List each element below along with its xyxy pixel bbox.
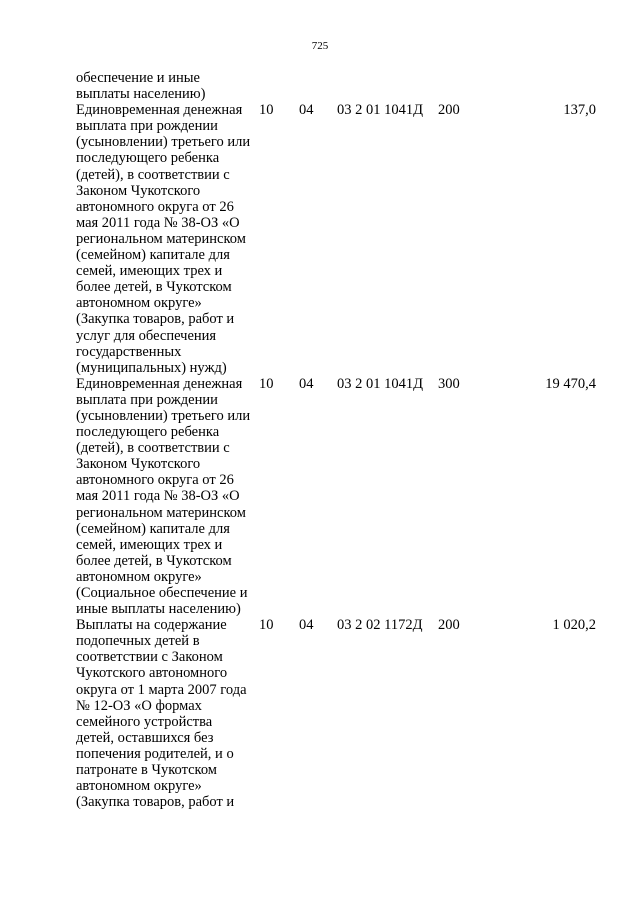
page-number: 725	[311, 40, 329, 52]
table-row-continuation	[76, 70, 596, 102]
budget-table	[76, 70, 596, 810]
target-article-code: 03 2 01 1041Д	[337, 375, 424, 392]
section-code: 10	[259, 375, 274, 392]
section-code: 10	[259, 102, 274, 119]
amount-value: 1 020,2	[552, 617, 596, 634]
subsection-code: 04	[299, 375, 314, 392]
section-code: 10	[259, 617, 274, 634]
row-description: Выплаты на содержание подопечных детей в соответствии с Законом Чукотского автономного округа от 1 марта 2007 года № 12-ОЗ «О формах семейного устройства детей, оставшихся без попечения родителей, и о патронате в Чукотском автономном округе» (Закупка товаров, работ и	[76, 617, 247, 811]
row-description: Единовременная денежная выплата при рождении (усыновлении) третьего или последующего ребенка (детей), в соответствии с Законом Чукотского автономного округа от 26 мая 2011 года № 38-ОЗ «О региональном материнском (семейном) капитале для семей, имеющих трех и более детей, в Чукотском автономном округе» (Социальное обеспечение и иные выплаты населению)	[76, 375, 251, 618]
row-description: Единовременная денежная выплата при рождении (усыновлении) третьего или последующего ребенка (детей), в соответствии с Законом Чукотского автономного округа от 26 мая 2011 года № 38-ОЗ «О региональном материнском (семейном) капитале для семей, имеющих трех и более детей, в Чукотском автономном округе» (Закупка товаров, работ и услуг для обеспечения государственных (муниципальных) нужд)	[76, 102, 251, 376]
amount-value: 19 470,4	[545, 375, 596, 392]
expense-type-code: 300	[438, 375, 460, 392]
row-description: обеспечение и иные выплаты населению)	[76, 70, 206, 103]
expense-type-code: 200	[438, 102, 460, 119]
target-article-code: 03 2 02 1172Д	[337, 617, 423, 634]
table-row	[76, 102, 596, 376]
subsection-code: 04	[299, 102, 314, 119]
subsection-code: 04	[299, 617, 314, 634]
table-row	[76, 617, 596, 810]
target-article-code: 03 2 01 1041Д	[337, 102, 424, 119]
amount-value: 137,0	[563, 102, 596, 119]
expense-type-code: 200	[438, 617, 460, 634]
table-row	[76, 376, 596, 617]
